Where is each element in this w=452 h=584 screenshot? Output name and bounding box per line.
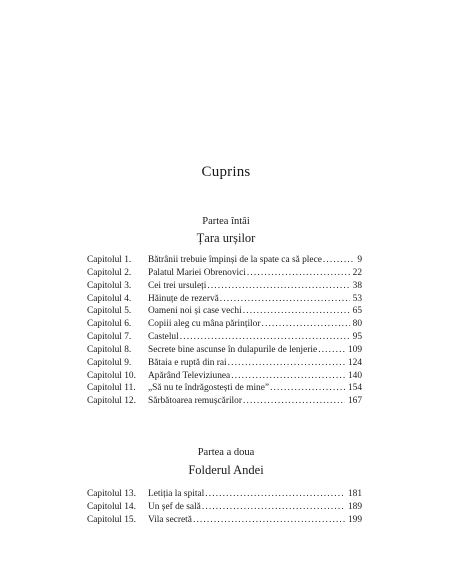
toc-chapter-title: Apărând Televiziunea [148,370,231,381]
toc-chapter-title: Secrete bine ascunse în dulapurile de lenjerie [148,344,318,355]
toc-dot-leader [261,318,349,331]
toc-chapter-number: Capitolul 8. [87,344,132,355]
toc-dot-leader [207,280,349,293]
toc-chapter-title: Letiția la spital [148,489,205,499]
toc-chapter-number: Capitolul 9. [87,357,132,368]
toc-chapter-number: Capitolul 10. [87,370,136,381]
toc-chapter-title: Copiii aleg cu mâna părinților [148,319,261,330]
toc-entry [87,293,362,306]
toc-page-number: 9 [357,255,362,265]
toc-entry [87,357,362,370]
toc-entry [87,501,362,514]
toc-dot-leader [323,254,354,267]
toc-entry [87,382,362,395]
toc-chapter-number: Capitolul 1. [87,255,132,265]
toc-page-number: 167 [347,396,362,407]
toc-dot-leader [247,267,350,280]
toc-page-number: 140 [347,370,362,381]
toc-chapter-title: „Să nu te îndrăgostești de mine” [148,383,270,394]
toc-page-number: 181 [347,489,362,499]
toc-dot-leader [228,357,345,370]
toc-entry [87,331,362,344]
toc-chapter-title: Sărbătoarea remușcărilor [148,396,242,407]
toc-dot-leader [243,305,350,318]
part-one-name: Țara urșilor [196,231,256,245]
toc-dot-leader [318,344,345,357]
toc-entry [87,305,362,318]
toc-page-number: 199 [347,514,362,525]
toc-chapter-title: Oameni noi și case vechi [148,306,242,317]
toc-page-number: 124 [347,357,362,368]
toc-page-number: 189 [347,501,362,512]
toc-dot-leader [243,395,345,408]
toc-dot-leader [270,382,345,395]
toc-list-part-two [87,488,362,527]
toc-dot-leader [193,514,345,527]
toc-dot-leader [180,331,350,344]
toc-list-part-one [87,254,362,408]
toc-page-number: 53 [352,293,362,304]
page-title: Cuprins [201,164,251,180]
toc-page-number: 80 [352,319,362,330]
toc-dot-leader [205,488,345,501]
toc-chapter-title: Castelul [148,332,179,343]
toc-entry [87,344,362,357]
toc-chapter-title: Hăinuțe de rezervă [148,293,219,304]
toc-entry [87,280,362,293]
toc-chapter-number: Capitolul 12. [87,396,136,407]
toc-chapter-number: Capitolul 11. [87,383,136,394]
toc-chapter-title: Cei trei ursuleți [148,280,207,291]
toc-dot-leader [220,293,350,306]
toc-entry [87,254,362,267]
toc-chapter-title: Bătrânii trebuie împinși de la spate ca să plece [148,255,322,265]
toc-entry [87,370,362,383]
toc-chapter-number: Capitolul 7. [87,332,132,343]
toc-page-number: 109 [347,344,362,355]
part-two-label: Partea a doua [197,447,255,458]
toc-chapter-title: Vila secretă [148,514,192,525]
toc-page-number: 154 [347,383,362,394]
toc-dot-leader [231,370,345,383]
toc-dot-leader [202,501,345,514]
toc-page-number: 38 [352,280,362,291]
toc-chapter-number: Capitolul 4. [87,293,132,304]
toc-page-number: 95 [352,332,362,343]
part-two-name: Folderul Andei [188,463,264,477]
toc-page-number: 22 [352,267,362,278]
toc-entry [87,488,362,501]
toc-chapter-title: Bătaia e ruptă din rai [148,357,227,368]
toc-chapter-number: Capitolul 13. [87,489,136,499]
toc-entry [87,395,362,408]
toc-chapter-number: Capitolul 5. [87,306,132,317]
toc-entry [87,318,362,331]
toc-page-number: 65 [352,306,362,317]
toc-entry [87,267,362,280]
toc-chapter-number: Capitolul 14. [87,501,136,512]
toc-chapter-title: Un șef de sală [148,501,201,512]
toc-entry [87,514,362,527]
toc-chapter-number: Capitolul 15. [87,514,136,525]
toc-chapter-number: Capitolul 3. [87,280,132,291]
toc-chapter-number: Capitolul 6. [87,319,132,330]
toc-chapter-title: Palatul Mariei Obrenovici [148,267,246,278]
toc-chapter-number: Capitolul 2. [87,267,132,278]
part-one-label: Partea întâi [202,216,250,227]
